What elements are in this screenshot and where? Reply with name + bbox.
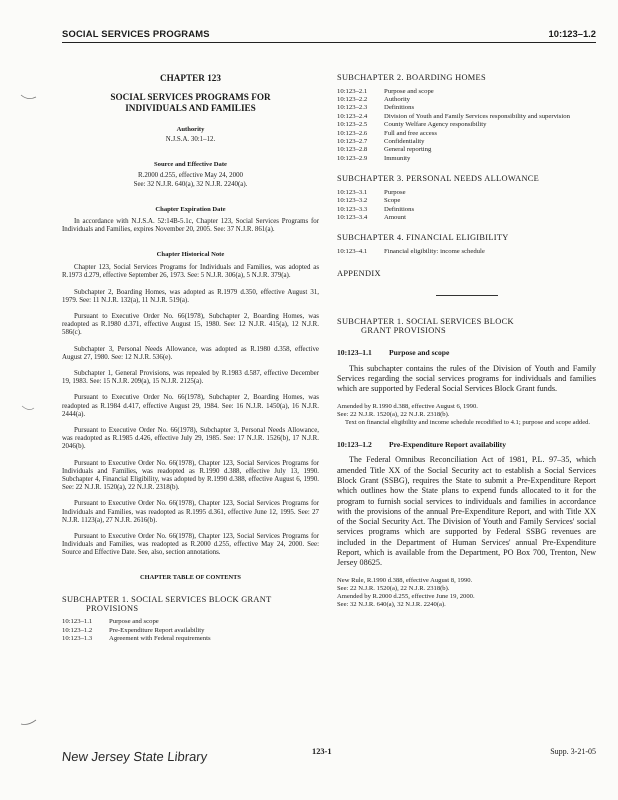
toc-entry — [337, 197, 596, 205]
toc-entry-number: 10:123–2.5 — [337, 121, 368, 129]
toc-entry-title: Authority — [384, 96, 411, 103]
toc-entry-title: Agreement with Federal requirements — [109, 635, 211, 643]
toc-entry-number: 10:123–3.4 — [337, 214, 368, 222]
subchapter-1-heading: SUBCHAPTER 1. SOCIAL SERVICES BLOCK GRANT PROVISIONS — [337, 317, 514, 335]
history-note: Pursuant to Executive Order No. 66(1978), Chapter 123, Social Services Programs for Individuals and Families, was readopted as R.1990 d.388, effective July 13, 1990. Subchapter 4, Financial Eligibility, was adopted by R.1990 d.388, effective August 6, 1990. See: 22 N.J.R. 1520(a), 22 N.J.R. 2318(b). — [62, 459, 319, 492]
history-note: Chapter 123, Social Services Programs for Individuals and Families, was adopted as R.1973 d.279, effective September 26, 1973. See: 5 N.J.R. 306(a), 5 N.J.R. 379(a). — [62, 264, 319, 280]
toc-entry-title: Purpose and scope — [384, 87, 434, 95]
toc-entry-number: 10:123–1.3 — [62, 635, 93, 643]
margin-mark-icon — [20, 718, 38, 728]
history-note: Subchapter 1, General Provisions, was repealed by R.1983 d.587, effective December 19, 1983. See: 15 N.J.R. 209(a), 15 N.J.R. 2125(a). — [62, 369, 319, 386]
toc-entry — [337, 206, 596, 214]
library-stamp: New Jersey State Library — [61, 749, 209, 764]
toc-entry-number: 10:123–4.1 — [337, 248, 368, 256]
history-heading: Chapter Historical Note — [156, 250, 225, 258]
history-note: Pursuant to Executive Order No. 66(1978), Subchapter 2, Boarding Homes, was readopted as R.1980 d.371, effective August 15, 1980. See: 12 N.J.R. 415(a), 12 N.J.R. 586(c). — [62, 312, 319, 337]
toc-entry-number: 10:123–2.9 — [337, 154, 368, 162]
toc-entry — [337, 155, 596, 163]
toc-entry — [337, 88, 596, 96]
toc-entry — [337, 189, 596, 197]
toc-subchapter-3-list — [337, 189, 596, 223]
toc-entry — [337, 113, 596, 121]
toc-entry — [337, 146, 596, 154]
toc-entry-number: 10:123–2.3 — [337, 104, 368, 112]
toc-entry — [62, 627, 319, 635]
toc-entry — [337, 96, 596, 104]
toc-entry-title: Division of Youth and Family Services responsibility and supervision — [384, 112, 570, 120]
toc-entry-number: 10:123–2.2 — [337, 96, 368, 103]
toc-entry — [337, 104, 596, 112]
expiration-text: In accordance with N.J.S.A. 52:14B-5.1c, Chapter 123, Social Services Programs for Individuals and Families, expires November 20, 2005. See: 37 N.J.R. 861(a). — [62, 218, 319, 234]
toc-entry-title: County Welfare Agency responsibility — [384, 121, 487, 129]
margin-mark-icon — [20, 92, 38, 102]
toc-entry-title: Purpose — [384, 188, 406, 196]
toc-entry-title: Amount — [384, 214, 406, 222]
history-note: Pursuant to Executive Order No. 66(1978), Subchapter 2, Boarding Homes, was readopted as R.1984 d.417, effective August 29, 1984. See: 16 N.J.R. 1450(a), 16 N.J.R. 2444(a). — [62, 394, 319, 418]
history-notes — [62, 264, 319, 557]
section-1-1-body: This subchapter contains the rules of the Division of Youth and Family Services regarding the social services programs for individuals and families which are supported by Federal Social Services Block Grant funds. — [337, 363, 596, 394]
toc-subchapter-3: SUBCHAPTER 3. PERSONAL NEEDS ALLOWANCE — [337, 174, 540, 184]
toc-subchapter-4-list — [337, 248, 596, 256]
toc-entry-number: 10:123–2.1 — [337, 87, 368, 95]
page-footer — [0, 746, 618, 770]
toc-entry — [337, 130, 596, 138]
section-1-2-notes: New Rule, R.1990 d.388, effective August 8, 1990. See: 22 N.J.R. 1520(a), 22 N.J.R. 2318(b). Amended by R.2000 d.255, effective June 19, 2000. See: 32 N.J.R. 640(a), 32 N.J.R. 2240(a). — [337, 576, 475, 608]
toc-entry-number: 10:123–2.6 — [337, 129, 368, 137]
source-line: R.2000 d.255, effective May 24, 2000 — [138, 172, 243, 180]
toc-entry-title: Purpose and scope — [109, 618, 159, 626]
source-line: See: 32 N.J.R. 640(a), 32 N.J.R. 2240(a). — [133, 180, 248, 188]
section-1-1-notes: Amended by R.1990 d.388, effective August 6, 1990. See: 22 N.J.R. 1520(a), 22 N.J.R. 2318(b). Text on financial eligibility and income schedule recodified to 4.1; purpose and scope added. — [337, 402, 591, 426]
section-divider — [436, 295, 498, 296]
toc-heading: CHAPTER TABLE OF CONTENTS — [140, 573, 241, 581]
toc-entry-title: Full and free access — [384, 129, 437, 137]
source-heading: Source and Effective Date — [154, 160, 227, 168]
toc-subchapter-4: SUBCHAPTER 4. FINANCIAL ELIGIBILITY — [337, 233, 509, 243]
authority-text: N.J.S.A. 30:1–12. — [165, 136, 216, 144]
toc-subchapter-1: SUBCHAPTER 1. SOCIAL SERVICES BLOCK GRANT PROVISIONS — [62, 595, 272, 613]
section-1-2-body: The Federal Omnibus Reconciliation Act of 1981, P.L. 97–35, which amended Title XX of the Social Security act to establish a Social Services Block Grant (SSBG), requires the State to submit a Pre-Expenditure Report which outlines how the State plans to expend funds allocated to it for the program to furnish social services to individuals and families in accordance with the provisions of the annual Pre-Expenditure Report, and with Title XX of the Social Security Act. The Division of Youth and Family Services' social services programs which are supported by Federal SSBG revenues are included in the Department of Human Services' annual Pre-Expenditure Report, which is available from the Department, PO Box 700, Trenton, New Jersey 08625. — [337, 455, 596, 568]
toc-entry-title: Financial eligibility: income schedule — [384, 248, 485, 256]
left-column — [62, 50, 319, 644]
toc-entry — [337, 121, 596, 129]
right-column — [337, 74, 596, 609]
chapter-number: CHAPTER 123 — [160, 73, 221, 83]
toc-subchapter-1-list — [62, 618, 319, 643]
toc-entry — [62, 635, 319, 643]
header-title: SOCIAL SERVICES PROGRAMS — [62, 28, 210, 39]
toc-entry-title: General reporting — [384, 146, 432, 154]
toc-subchapter-2-list — [337, 88, 596, 164]
authority-heading: Authority — [176, 125, 205, 133]
expiration-heading: Chapter Expiration Date — [155, 205, 226, 213]
margin-mark-icon — [20, 404, 38, 414]
toc-entry-number: 10:123–1.2 — [62, 626, 93, 634]
chapter-title: SOCIAL SERVICES PROGRAMS FOR INDIVIDUALS AND FAMILIES — [110, 91, 271, 113]
toc-entry — [337, 138, 596, 146]
toc-entry-title: Confidentiality — [384, 138, 425, 146]
toc-entry-number: 10:123–2.7 — [337, 138, 368, 146]
toc-appendix: APPENDIX — [337, 269, 381, 279]
page-number: 123-1 — [312, 747, 332, 756]
section-1-1-title: 10:123–1.1 Purpose and scope — [337, 348, 450, 358]
toc-entry — [337, 248, 596, 256]
header-section-number: 10:123–1.2 — [548, 28, 596, 39]
toc-entry-title: Pre-Expenditure Report availability — [109, 626, 205, 634]
toc-entry — [62, 618, 319, 626]
toc-entry-number: 10:123–2.8 — [337, 146, 368, 154]
history-note: Subchapter 3, Personal Needs Allowance, was adopted as R.1980 d.358, effective August 27, 1980. See: 12 N.J.R. 536(e). — [62, 345, 319, 361]
running-header — [62, 26, 596, 43]
history-note: Pursuant to Executive Order No. 66(1978), Chapter 123, Social Services Programs for Individuals and Families, was readopted as R.2000 d.255, effective May 24, 2000. See: Source and Effective Date. See, also, section annotations. — [62, 533, 319, 557]
toc-entry-number: 10:123–3.1 — [337, 188, 368, 196]
toc-entry-title: Definitions — [384, 205, 415, 213]
toc-entry-number: 10:123–2.4 — [337, 112, 368, 120]
toc-entry-title: Scope — [384, 197, 401, 205]
history-note: Pursuant to Executive Order No. 66(1978), Subchapter 3, Personal Needs Allowance, was readopted as R.1985 d.426, effective July 29, 1985. See: 17 N.J.R. 1526(b), 17 N.J.R. 2046(b). — [62, 427, 319, 451]
supplement-date: Supp. 3-21-05 — [550, 747, 596, 756]
toc-entry-number: 10:123–3.2 — [337, 197, 368, 205]
section-1-2-title: 10:123–1.2 Pre-Expenditure Report availability — [337, 439, 506, 449]
toc-entry-title: Immunity — [384, 154, 411, 162]
toc-subchapter-2: SUBCHAPTER 2. BOARDING HOMES — [337, 73, 486, 82]
toc-entry-number: 10:123–1.1 — [62, 618, 93, 626]
history-note: Subchapter 2, Boarding Homes, was adopted as R.1979 d.350, effective August 31, 1979. See: 11 N.J.R. 132(a), 11 N.J.R. 519(a). — [62, 288, 319, 304]
history-note: Pursuant to Executive Order No. 66(1978), Chapter 123, Social Services Programs for Individuals and Families, was readopted as R.1995 d.361, effective June 12, 1995. See: 27 N.J.R. 1123(a), 27 N.J.R. 2616(b). — [62, 500, 319, 524]
toc-entry-number: 10:123–3.3 — [337, 205, 368, 213]
toc-entry — [337, 214, 596, 222]
toc-entry-title: Definitions — [384, 104, 415, 112]
